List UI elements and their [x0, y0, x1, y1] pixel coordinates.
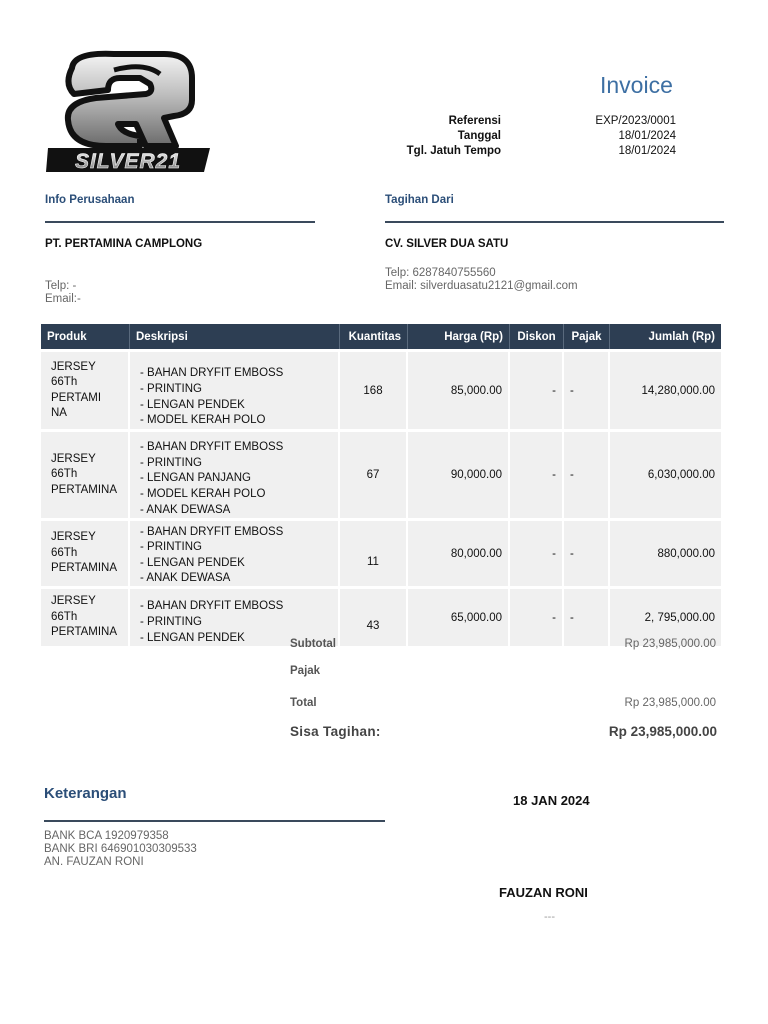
product-line: JERSEY: [51, 360, 96, 373]
discount-cell: -: [510, 429, 564, 518]
table-row: [41, 429, 721, 518]
product-line: 66Th: [51, 376, 78, 389]
header-tax: Pajak: [564, 324, 610, 349]
product-line: PERTAMINA: [51, 626, 118, 639]
signatory-name: FAUZAN RONI: [499, 885, 588, 900]
subtotal-value: Rp 23,985,000.00: [624, 638, 716, 650]
description-cell: [130, 518, 340, 586]
header-price: Harga (Rp): [408, 324, 510, 349]
notes-line: BANK BCA 1920979358: [44, 830, 169, 842]
price-cell: 80,000.00: [408, 518, 510, 586]
description-line: - BAHAN DRYFIT EMBOSS: [140, 367, 284, 379]
tax-cell: -: [564, 586, 610, 646]
discount-cell: -: [510, 518, 564, 586]
amount-cell: 880,000.00: [610, 518, 721, 586]
quantity-cell: 11: [340, 518, 408, 586]
remaining-label: Sisa Tagihan:: [290, 724, 381, 739]
notes-divider: [44, 820, 385, 822]
description-line: - BAHAN DRYFIT EMBOSS: [140, 526, 284, 539]
product-line: 66Th: [51, 468, 78, 481]
tax-cell: -: [564, 349, 610, 429]
billing-divider: [385, 221, 724, 223]
table-header-row: [41, 324, 721, 349]
quantity-cell: 67: [340, 429, 408, 518]
amount-cell: 2, 795,000.00: [610, 586, 721, 646]
billing-name: CV. SILVER DUA SATU: [385, 238, 509, 250]
meta-label: Referensi: [448, 115, 501, 127]
total-label: Total: [290, 697, 317, 709]
tax-label: Pajak: [290, 665, 321, 677]
description-line: - BAHAN DRYFIT EMBOSS: [140, 599, 284, 612]
product-line: JERSEY: [51, 531, 96, 544]
product-line: JERSEY: [51, 595, 96, 608]
header-description: Deskripsi: [130, 324, 340, 349]
meta-due-date: [380, 145, 676, 160]
meta-value: 18/01/2024: [618, 130, 676, 142]
subtotal-label: Subtotal: [290, 638, 336, 650]
table-row: [41, 349, 721, 429]
product-line: PERTAMINA: [51, 562, 118, 575]
product-cell: [41, 518, 130, 586]
signature-placeholder: ---: [544, 911, 555, 923]
description-cell: [130, 429, 340, 518]
description-line: - ANAK DEWASA: [140, 571, 231, 584]
product-line: JERSEY: [51, 452, 96, 465]
meta-label: Tgl. Jatuh Tempo: [406, 145, 501, 157]
product-line: PERTAMINA: [51, 483, 118, 496]
meta-date: [380, 130, 676, 145]
description-line: - BAHAN DRYFIT EMBOSS: [140, 441, 284, 454]
company-name: PT. PERTAMINA CAMPLONG: [45, 238, 203, 250]
product-line: 66Th: [51, 610, 78, 623]
product-line: NA: [51, 407, 67, 420]
discount-cell: -: [510, 586, 564, 646]
invoice-title: Invoice: [600, 72, 673, 98]
product-line: 66Th: [51, 546, 78, 559]
description-line: - MODEL KERAH POLO: [140, 487, 266, 500]
product-line: PERTAMI: [51, 391, 102, 404]
company-divider: [45, 221, 315, 223]
table-row: [41, 518, 721, 586]
company-section-title: Info Perusahaan: [45, 194, 135, 206]
quantity-cell: 168: [340, 349, 408, 429]
header-amount: Jumlah (Rp): [610, 324, 721, 349]
description-line: - PRINTING: [140, 615, 202, 628]
description-line: - PRINTING: [140, 382, 202, 395]
discount-cell: -: [510, 349, 564, 429]
remaining-value: Rp 23,985,000.00: [608, 724, 717, 739]
company-email: Email:-: [45, 293, 81, 305]
signature-date: 18 JAN 2024: [513, 793, 590, 808]
meta-label: Tanggal: [457, 130, 501, 142]
amount-cell: 14,280,000.00: [610, 349, 721, 429]
product-cell: [41, 586, 130, 646]
logo-text: SILVER21: [74, 150, 182, 173]
header-discount: Diskon: [510, 324, 564, 349]
header-product: Produk: [41, 324, 130, 349]
price-cell: 65,000.00: [408, 586, 510, 646]
description-line: - PRINTING: [140, 456, 202, 469]
notes-line: AN. FAUZAN RONI: [44, 856, 144, 868]
amount-cell: 6,030,000.00: [610, 429, 721, 518]
description-line: - LENGAN PANJANG: [140, 472, 251, 485]
billing-email: Email: silverduasatu2121@gmail.com: [385, 280, 578, 292]
quantity-cell: 43: [340, 586, 408, 646]
product-cell: [41, 349, 130, 429]
billing-phone: Telp: 6287840755560: [385, 267, 496, 279]
description-line: - LENGAN PENDEK: [140, 631, 245, 644]
notes-title: Keterangan: [44, 785, 127, 802]
items-table: [41, 324, 721, 646]
tax-cell: -: [564, 518, 610, 586]
header-quantity: Kuantitas: [340, 324, 408, 349]
tax-cell: -: [564, 429, 610, 518]
description-line: - MODEL KERAH POLO: [140, 414, 266, 427]
notes-line: BANK BRI 646901030309533: [44, 843, 197, 855]
company-logo: [44, 50, 214, 176]
description-line: - LENGAN PENDEK: [140, 398, 245, 411]
meta-reference: [380, 115, 676, 130]
meta-value: EXP/2023/0001: [595, 115, 676, 127]
billing-section-title: Tagihan Dari: [385, 194, 454, 206]
description-cell: [130, 349, 340, 429]
price-cell: 90,000.00: [408, 429, 510, 518]
description-line: - ANAK DEWASA: [140, 503, 231, 516]
price-cell: 85,000.00: [408, 349, 510, 429]
total-value: Rp 23,985,000.00: [624, 697, 716, 709]
product-cell: [41, 429, 130, 518]
company-phone: Telp: -: [45, 280, 77, 292]
meta-value: 18/01/2024: [618, 145, 676, 157]
description-line: - LENGAN PENDEK: [140, 556, 245, 569]
description-line: - PRINTING: [140, 541, 202, 554]
